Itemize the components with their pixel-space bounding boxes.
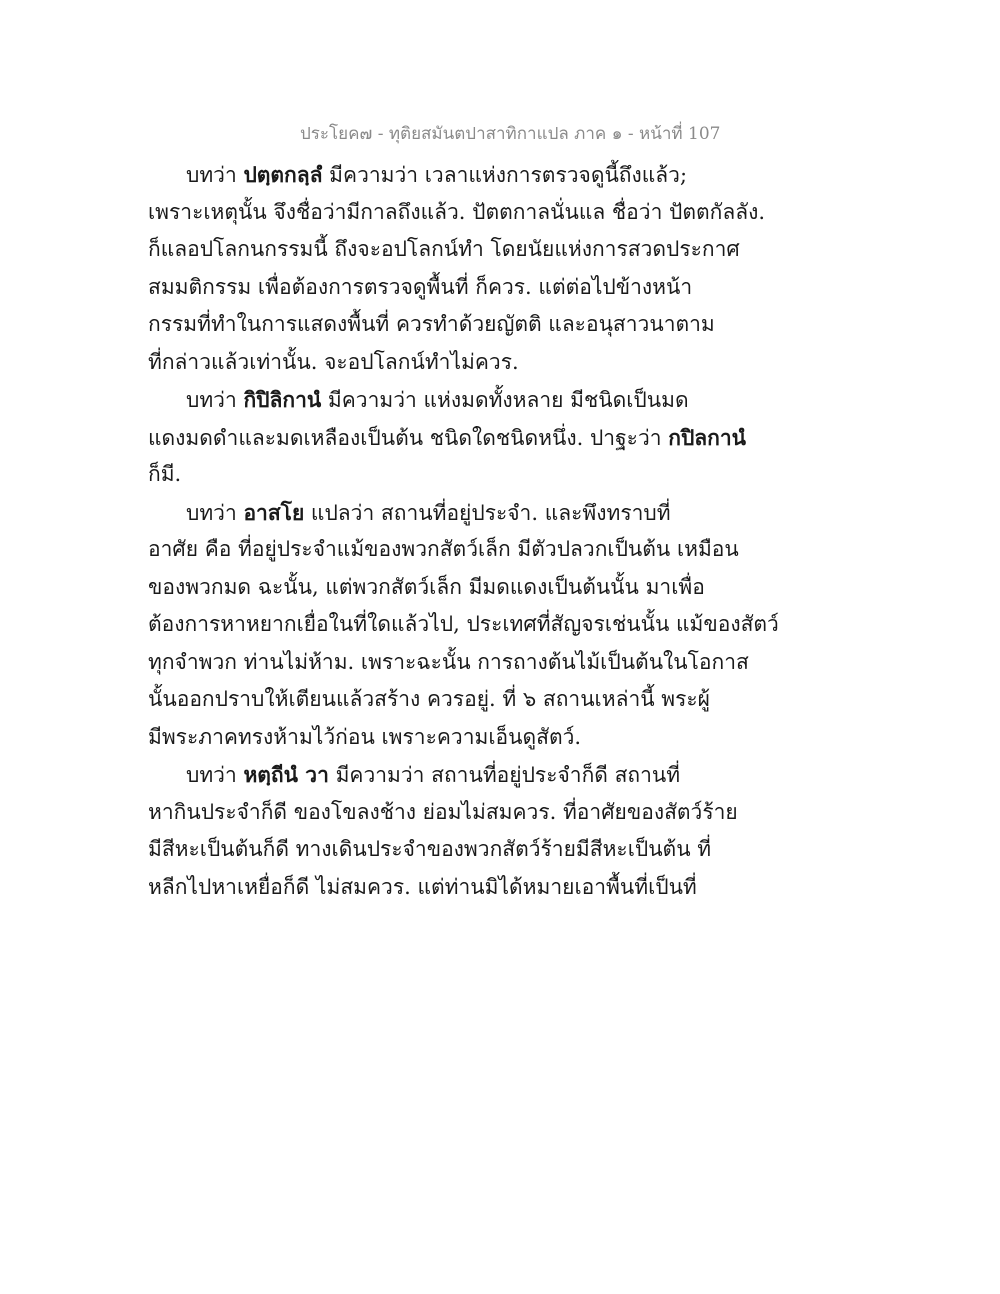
text-line bbox=[148, 531, 788, 569]
text-line bbox=[148, 869, 788, 907]
text-segment: บทว่า bbox=[186, 163, 244, 187]
text-segment: เพราะเหตุนั้น จึงชื่อว่ามีกาลถึงแล้ว. ปัตตกาลนั่นแล ชื่อว่า ปัตตกัลลัง. bbox=[148, 199, 766, 224]
bold-term: ปตฺตกลฺลํ bbox=[243, 162, 323, 187]
text-line bbox=[148, 756, 788, 794]
text-line bbox=[148, 419, 788, 457]
text-segment: สมมติกรรม เพื่อต้องการตรวจดูพื้นที่ ก็ควร. แต่ต่อไปข้างหน้า bbox=[148, 274, 693, 299]
text-segment: ที่กล่าวแล้วเท่านั้น. จะอปโลกน์ทำไม่ควร. bbox=[148, 349, 519, 374]
text-segment: แปลว่า สถานที่อยู่ประจำ. และพึงทราบที่ bbox=[304, 500, 671, 525]
page-header: ประโยค๗ - ทุติยสมันตปาสาทิกาแปล ภาค ๑ - หน้าที่ 107 bbox=[300, 124, 721, 144]
text-segment: มีความว่า แห่งมดทั้งหลาย มีชนิดเป็นมด bbox=[321, 388, 689, 412]
text-segment: ก็แลอปโลกนกรรมนี้ ถึงจะอปโลกน์ทำ โดยนัยแห่งการสวดประกาศ bbox=[148, 237, 740, 261]
text-line bbox=[148, 681, 788, 719]
text-line bbox=[148, 606, 788, 644]
bold-term: อาสโย bbox=[243, 499, 305, 525]
text-line bbox=[148, 644, 788, 682]
text-segment: กรรมที่ทำในการแสดงพื้นที่ ควรทำด้วยญัตติ และอนุสาวนาตาม bbox=[148, 312, 715, 336]
text-segment: หลีกไปหาเหยื่อก็ดี ไม่สมควร. แต่ท่านมิได้หมายเอาพื้นที่เป็นที่ bbox=[148, 874, 697, 899]
paragraph bbox=[148, 156, 788, 381]
text-segment: ต้องการหาหยากเยื่อในที่ใดแล้วไป, ประเทศที่สัญจรเช่นนั้น แม้ของสัตว์ bbox=[148, 612, 779, 636]
text-line bbox=[148, 156, 788, 194]
text-line bbox=[148, 831, 788, 869]
text-line bbox=[148, 794, 788, 832]
text-line bbox=[148, 569, 788, 607]
paragraph bbox=[148, 494, 788, 757]
text-segment: ก็มี. bbox=[148, 462, 182, 486]
bold-term: กปิลกานํ bbox=[668, 424, 747, 450]
text-line bbox=[148, 381, 788, 419]
text-segment: ทุกจำพวก ท่านไม่ห้าม. เพราะฉะนั้น การถางต้นไม้เป็นต้นในโอกาส bbox=[148, 649, 749, 674]
text-segment: มีพระภาคทรงห้ามไว้ก่อน เพราะความเอ็นดูสัตว์. bbox=[148, 724, 582, 749]
text-segment: บทว่า bbox=[186, 388, 244, 412]
text-segment: บทว่า bbox=[186, 500, 244, 525]
paragraph bbox=[148, 756, 788, 906]
text-line bbox=[148, 719, 788, 757]
text-line bbox=[148, 231, 788, 269]
text-segment: มีความว่า เวลาแห่งการตรวจดูนี้ถึงแล้ว; bbox=[322, 163, 688, 187]
bold-term: กิปิลิกานํ bbox=[243, 387, 322, 412]
bold-term: หตฺถีนํ วา bbox=[243, 762, 329, 787]
text-line bbox=[148, 344, 788, 382]
text-segment: แดงมดดำและมดเหลืองเป็นต้น ชนิดใดชนิดหนึ่ง. ปาฐะว่า bbox=[148, 425, 669, 450]
text-segment: ของพวกมด ฉะนั้น, แต่พวกสัตว์เล็ก มีมดแดงเป็นต้นนั้น มาเพื่อ bbox=[148, 574, 705, 599]
text-line bbox=[148, 494, 788, 532]
text-segment: หากินประจำก็ดี ของโขลงช้าง ย่อมไม่สมควร. ที่อาศัยของสัตว์ร้าย bbox=[148, 799, 738, 824]
text-line bbox=[148, 194, 788, 232]
text-segment: อาศัย คือ ที่อยู่ประจำแม้ของพวกสัตว์เล็ก มีตัวปลวกเป็นต้น เหมือน bbox=[148, 537, 739, 561]
text-line bbox=[148, 306, 788, 344]
text-segment: บทว่า bbox=[186, 763, 244, 787]
text-segment: มีความว่า สถานที่อยู่ประจำก็ดี สถานที่ bbox=[328, 763, 681, 787]
body-text bbox=[148, 156, 788, 906]
text-line bbox=[148, 456, 788, 494]
paragraph bbox=[148, 381, 788, 494]
text-segment: นั้นออกปราบให้เตียนแล้วสร้าง ควรอยู่. ที่ ๖ สถานเหล่านี้ พระผู้ bbox=[148, 687, 710, 711]
text-line bbox=[148, 269, 788, 307]
text-segment: มีสีหะเป็นต้นก็ดี ทางเดินประจำของพวกสัตว์ร้ายมีสีหะเป็นต้น ที่ bbox=[148, 837, 712, 861]
